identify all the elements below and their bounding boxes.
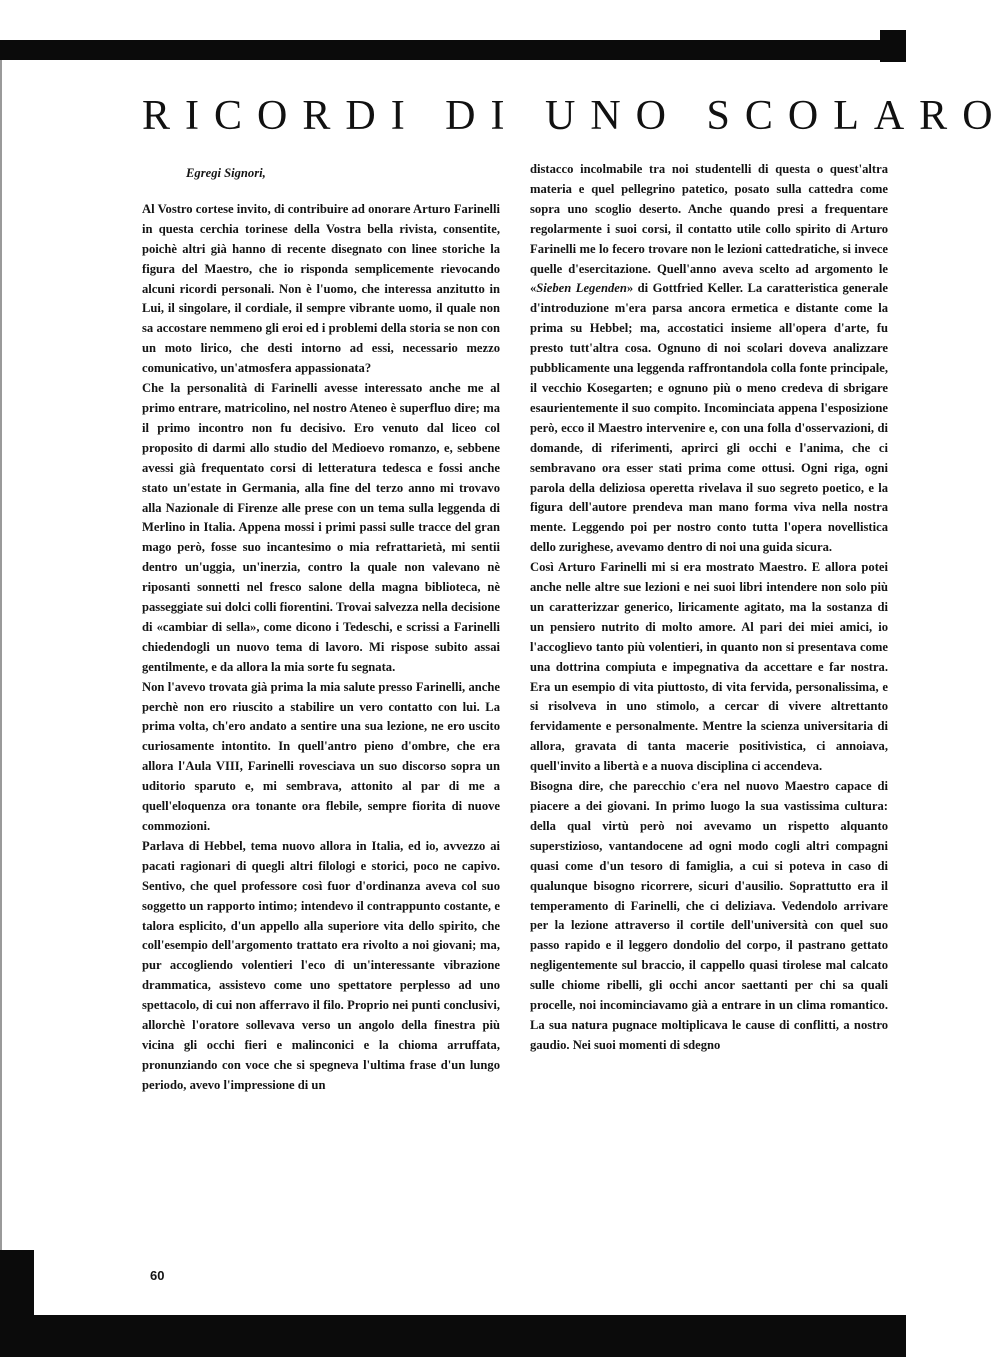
paragraph-text: » di Gottfried Keller. La caratteristica generale d'introduzione m'era parsa ancora ermetica e distante come la prima su Hebbel; ma, accostatici insieme all'opera d'arte, fu presto tutt'altra cosa. Ognuno di noi scolari doveva analizzare pubblicamente una leggenda raffrontandola colla fonte principale, il vecchio Kosegarten; e ognuno più o meno credeva di sbrigare esaurientemente il suo compito. Incominciata appena l'esposizione però, ecco il Maestro intervenire e, con una folla d'osservazioni, di domande, di riferimenti, aprirci gli occhi e l'anima, che ci sembravano ora esser stati prima come ottusi. Ogni riga, ogni parola della deliziosa operetta rivelava il suo segreto poetico, e la figura dell'autore prendeva man mano forma viva nella nostra mente. Leggendo poi per nostro conto tutta l'opera novellistica dello zurighese, avevamo dentro di noi una guida sicura. <box>530 281 888 555</box>
paragraph: Al Vostro cortese invito, di contribuire ad onorare Arturo Farinelli in questa cerchia torinese della Vostra bella rivista, consentite, poichè altri già hanno di recente disegnato con linee storiche la figura del Maestro, che io risponda semplicemente rievocando alcuni ricordi personali. Non è l'uomo, che interessa anzitutto in Lui, il singolare, il cordiale, il sempre vibrante uomo, il quale non sa accostare nemmeno gli eroi ed i problemi della storia se non con un moto lirico, che desti intorno ad essi, necessario mezzo comunicativo, un'atmosfera appassionata? <box>142 201 500 376</box>
paragraph: Non l'avevo trovata già prima la mia salute presso Farinelli, anche perchè non ero riuscito a stabilire un vero contatto con lui. La prima volta, ch'ero andato a sentire una sua lezione, ne ero uscito curiosamente intontito. In quell'antro pieno d'ombre, che era allora l'Aula VIII, Farinelli rovesciava un suo discorso sopra un uditorio sparuto e, mi sembrava, attonito al par di me a quell'eloquenza ora tonante ora flebile, sempre fiorita di nuove commozioni. <box>142 679 500 833</box>
page-top-border <box>0 40 906 60</box>
paragraph: Bisogna dire, che parecchio c'era nel nuovo Maestro capace di piacere a dei giovani. In primo luogo la sua vastissima cultura: della qual virtù però noi avevamo un rispetto alquanto superstizioso, vantandocene ad ogni modo cogli altri compagni quasi come d'un tesoro di famiglia, a cui si poteva in caso di qualunque bisogno ricorrere, sicuri d'ausilio. Soprattutto era il temperamento di Farinelli, che ci deliziava. Vedendolo arrivare per la lezione attraverso il cortile dell'università con quel suo passo rapido e il leggero dondolio del corpo, il pastrano gettato negligentemente sul braccio, il cappello quasi tirolese mal calcato sulle chiome ribelli, gli occhi ancor saettanti per chi sa quali procelle, noi incominciavamo già a entrare in un clima romantico. La sua natura pugnace moltiplicava le cause di conflitti, a nostro gaudio. Nei suoi momenti di sdegno <box>530 779 888 1052</box>
right-column <box>530 160 888 1056</box>
paragraph-text: distacco incolmabile tra noi studentelli di questa o quest'altra materia e quel pellegrino patetico, posato sulla cattedra come sopra uno scoglio deserto. Anche quando presi a frequentare regolarmente i suoi corsi, il contatto utile collo spirito di Arturo Farinelli me lo fecero trovare non le lezioni cattedratiche, si invece quelle d'esercitazione. Quell'anno aveva scelto ad argomento le « <box>530 162 888 296</box>
page-bottom-border <box>0 1315 906 1357</box>
book-title: Sieben Legenden <box>536 281 627 296</box>
paragraph: Così Arturo Farinelli mi si era mostrato Maestro. E allora potei anche nelle altre sue lezioni e nei suoi libri intendere non solo più un caratterizzar generico, liricamente agitato, ma la sostanza di un pensiero nutrito di molto amore. Al pari dei miei amici, io l'accoglievo tanto più volentieri, in quanto non si presentava come una dottrina compiuta e impegnativa da accettare e far nostra. Era un esempio di vita piuttosto, di vita fervida, personalissima, e si risolveva in uno stimolo, a cercar di vivere altrettanto fervidamente e personalmente. Mentre la scienza universitaria di allora, gravata di tanta macerie positivistica, ci annoiava, quell'invito a libertà e a nuova disciplina ci accendeva. <box>530 560 888 774</box>
left-column <box>142 160 500 1096</box>
salutation: Egregi Signori, <box>186 166 266 180</box>
page-left-edge <box>0 60 28 1320</box>
paragraph: Parlava di Hebbel, tema nuovo allora in Italia, ed io, avvezzo ai pacati ragionari di quegli altri filologi e storici, poco ne capivo. Sentivo, che quel professore così fuor d'ordinanza aveva col suo soggetto un rapporto intimo; intendevo il contrappunto costante, e talora esplicito, d'un appello alla superiore vita dello spirito, che coll'esempio dell'argomento trattato era rivolto a noi giovani; ma, pur accogliendo volentieri l'eco di un'interessante vibrazione drammatica, assistevo come uno spettatore perplesso ad uno spettacolo, di cui non afferravo il filo. Proprio nei punti conclusivi, allorchè l'oratore sollevava verso un angolo della finestra più vicina gli occhi fieri e malinconici e la chioma arruffata, pronunziando con voce che si spegneva l'ultima frase d'un lungo periodo, avevo l'impressione di un <box>142 838 500 1092</box>
page-top-border-corner <box>880 30 906 62</box>
paragraph <box>530 160 888 558</box>
article-title: RICORDI DI UNO SCOLARO <box>142 93 1008 139</box>
paragraph: Che la personalità di Farinelli avesse interessato anche me al primo entrare, matricolino, nel nostro Ateneo è superfluo dire; ma il primo incontro non fu decisivo. Ero venuto dal liceo col proposito di darmi allo studio del Medioevo romanzo, e, sebbene avessi già frequentato corsi di letteratura tedesca e fossi anche stato un'estate in Germania, alla fine del terzo anno mi trovavo alla Nazionale di Firenze alle prese con un tema sulla leggenda di Merlino in Italia. Appena mossi i primi passi sulle tracce del gran mago però, fosse suo incantesimo o mia refrattarietà, mi sentii dentro un'uggia, un'inerzia, contro la quale non valevano nè riposanti sonnetti nel fresco salone della magna biblioteca, nè passeggiate sui dolci colli fiorentini. Trovai salvezza nella decisione di «cambiar di sella», come dicono i Tedeschi, e scrissi a Farinelli chiedendogli un nuovo tema di lavoro. Mi rispose subito assai gentilmente, e da allora la mia sorte fu segnata. <box>142 381 500 674</box>
page-number: 60 <box>150 1268 165 1283</box>
